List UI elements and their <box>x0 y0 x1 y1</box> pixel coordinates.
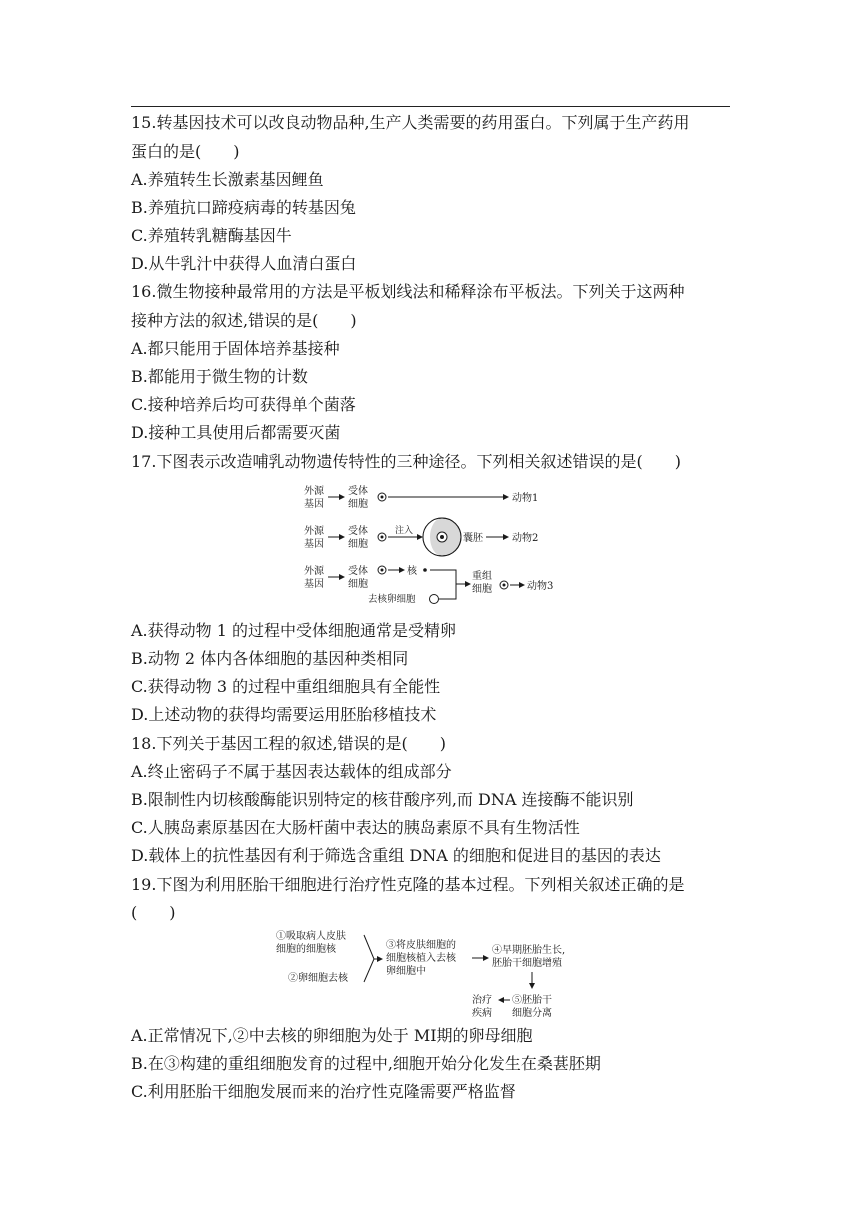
q18-option-a: A.终止密码子不属于基因表达载体的组成部分 <box>131 762 452 781</box>
q17-figure <box>300 482 562 612</box>
treat-line1: 治疗 <box>472 995 492 1006</box>
q19-stem-line1: 19.下图为利用胚胎干细胞进行治疗性克隆的基本过程。下列相关叙述正确的是 <box>131 875 685 894</box>
q19-figure <box>272 928 602 1020</box>
s3-line1: ③将皮肤细胞的 <box>386 940 456 951</box>
s3-line3: 卵细胞中 <box>386 966 426 977</box>
r3-he: 核 <box>407 566 417 577</box>
r3-xibao: 细胞 <box>348 579 368 590</box>
s1-line2: 细胞的细胞核 <box>276 944 336 955</box>
q17-stem: 17.下图表示改造哺乳动物遗传特性的三种途径。下列相关叙述错误的是( ) <box>131 452 681 471</box>
r3-animal3: 动物3 <box>527 581 554 592</box>
top-rule <box>131 106 730 107</box>
s5-line2: 细胞分离 <box>512 1008 552 1019</box>
q15-option-a: A.养殖转生长激素基因鲤鱼 <box>131 170 324 189</box>
r2-xibao: 细胞 <box>348 539 368 550</box>
r2-zhuru: 注入 <box>395 526 414 536</box>
q18-option-c: C.人胰岛素原基因在大肠杆菌中表达的胰岛素原不具有生物活性 <box>131 818 580 837</box>
r3-chongzu: 重组 <box>472 571 492 582</box>
q17-option-b: B.动物 2 体内各体细胞的基因种类相同 <box>131 649 409 668</box>
r3-waiyuan: 外源 <box>304 566 324 577</box>
r2-waiyuan: 外源 <box>304 526 324 537</box>
q19-option-b: B.在③构建的重组细胞发育的过程中,细胞开始分化发生在桑葚胚期 <box>131 1054 601 1073</box>
treat-line2: 疾病 <box>472 1008 492 1019</box>
s4-line2: 胚胎干细胞增殖 <box>492 958 562 969</box>
r2-nangpei: 囊胚 <box>463 533 483 544</box>
q15-stem-line2: 蛋白的是( ) <box>131 142 240 161</box>
q15-stem-line1: 15.转基因技术可以改良动物品种,生产人类需要的药用蛋白。下列属于生产药用 <box>131 113 690 132</box>
s1-line1: ①吸取病人皮肤 <box>276 931 346 942</box>
r2-jiyin: 基因 <box>304 539 324 550</box>
r2-animal2: 动物2 <box>512 533 539 544</box>
q16-option-d: D.接种工具使用后都需要灭菌 <box>131 423 341 442</box>
q16-option-b: B.都能用于微生物的计数 <box>131 367 308 386</box>
r3-quhe: 去核卵细胞 <box>368 594 416 605</box>
q16-stem-line1: 16.微生物接种最常用的方法是平板划线法和稀释涂布平板法。下列关于这两种 <box>131 282 685 301</box>
r3-chongzu-xibao: 细胞 <box>472 584 492 595</box>
r1-waiyuan: 外源 <box>304 486 324 497</box>
r2-shouti: 受体 <box>348 526 368 537</box>
q15-option-c: C.养殖转乳糖酶基因牛 <box>131 226 292 245</box>
r1-animal1: 动物1 <box>512 493 539 504</box>
q19-stem-line2: ( ) <box>131 903 176 922</box>
q19-option-a: A.正常情况下,②中去核的卵细胞为处于 MⅠ期的卵母细胞 <box>131 1026 533 1045</box>
r1-shouti: 受体 <box>348 486 368 497</box>
q16-option-c: C.接种培养后均可获得单个菌落 <box>131 395 356 414</box>
q16-stem-line2: 接种方法的叙述,错误的是( ) <box>131 311 357 330</box>
r3-jiyin: 基因 <box>304 579 324 590</box>
q15-option-d: D.从牛乳汁中获得人血清白蛋白 <box>131 254 357 273</box>
q18-stem: 18.下列关于基因工程的叙述,错误的是( ) <box>131 734 447 753</box>
s3-line2: 细胞核植入去核 <box>386 953 456 964</box>
q17-option-c: C.获得动物 3 的过程中重组细胞具有全能性 <box>131 677 441 696</box>
r1-xibao: 细胞 <box>348 499 368 510</box>
q18-option-d: D.载体上的抗性基因有利于筛选含重组 DNA 的细胞和促进目的基因的表达 <box>131 846 661 865</box>
q16-option-a: A.都只能用于固体培养基接种 <box>131 339 340 358</box>
s4-line1: ④早期胚胎生长, <box>492 945 566 956</box>
q17-option-a: A.获得动物 1 的过程中受体细胞通常是受精卵 <box>131 621 456 640</box>
q15-option-b: B.养殖抗口蹄疫病毒的转基因兔 <box>131 198 356 217</box>
q18-option-b: B.限制性内切核酸酶能识别特定的核苷酸序列,而 DNA 连接酶不能识别 <box>131 790 634 809</box>
r1-jiyin: 基因 <box>304 499 324 510</box>
r3-shouti: 受体 <box>348 566 368 577</box>
q17-option-d: D.上述动物的获得均需要运用胚胎移植技术 <box>131 705 437 724</box>
s5-line1: ⑤胚胎干 <box>512 995 552 1006</box>
q19-option-c: C.利用胚胎干细胞发展而来的治疗性克隆需要严格监督 <box>131 1082 516 1101</box>
s2: ②卵细胞去核 <box>288 973 348 984</box>
